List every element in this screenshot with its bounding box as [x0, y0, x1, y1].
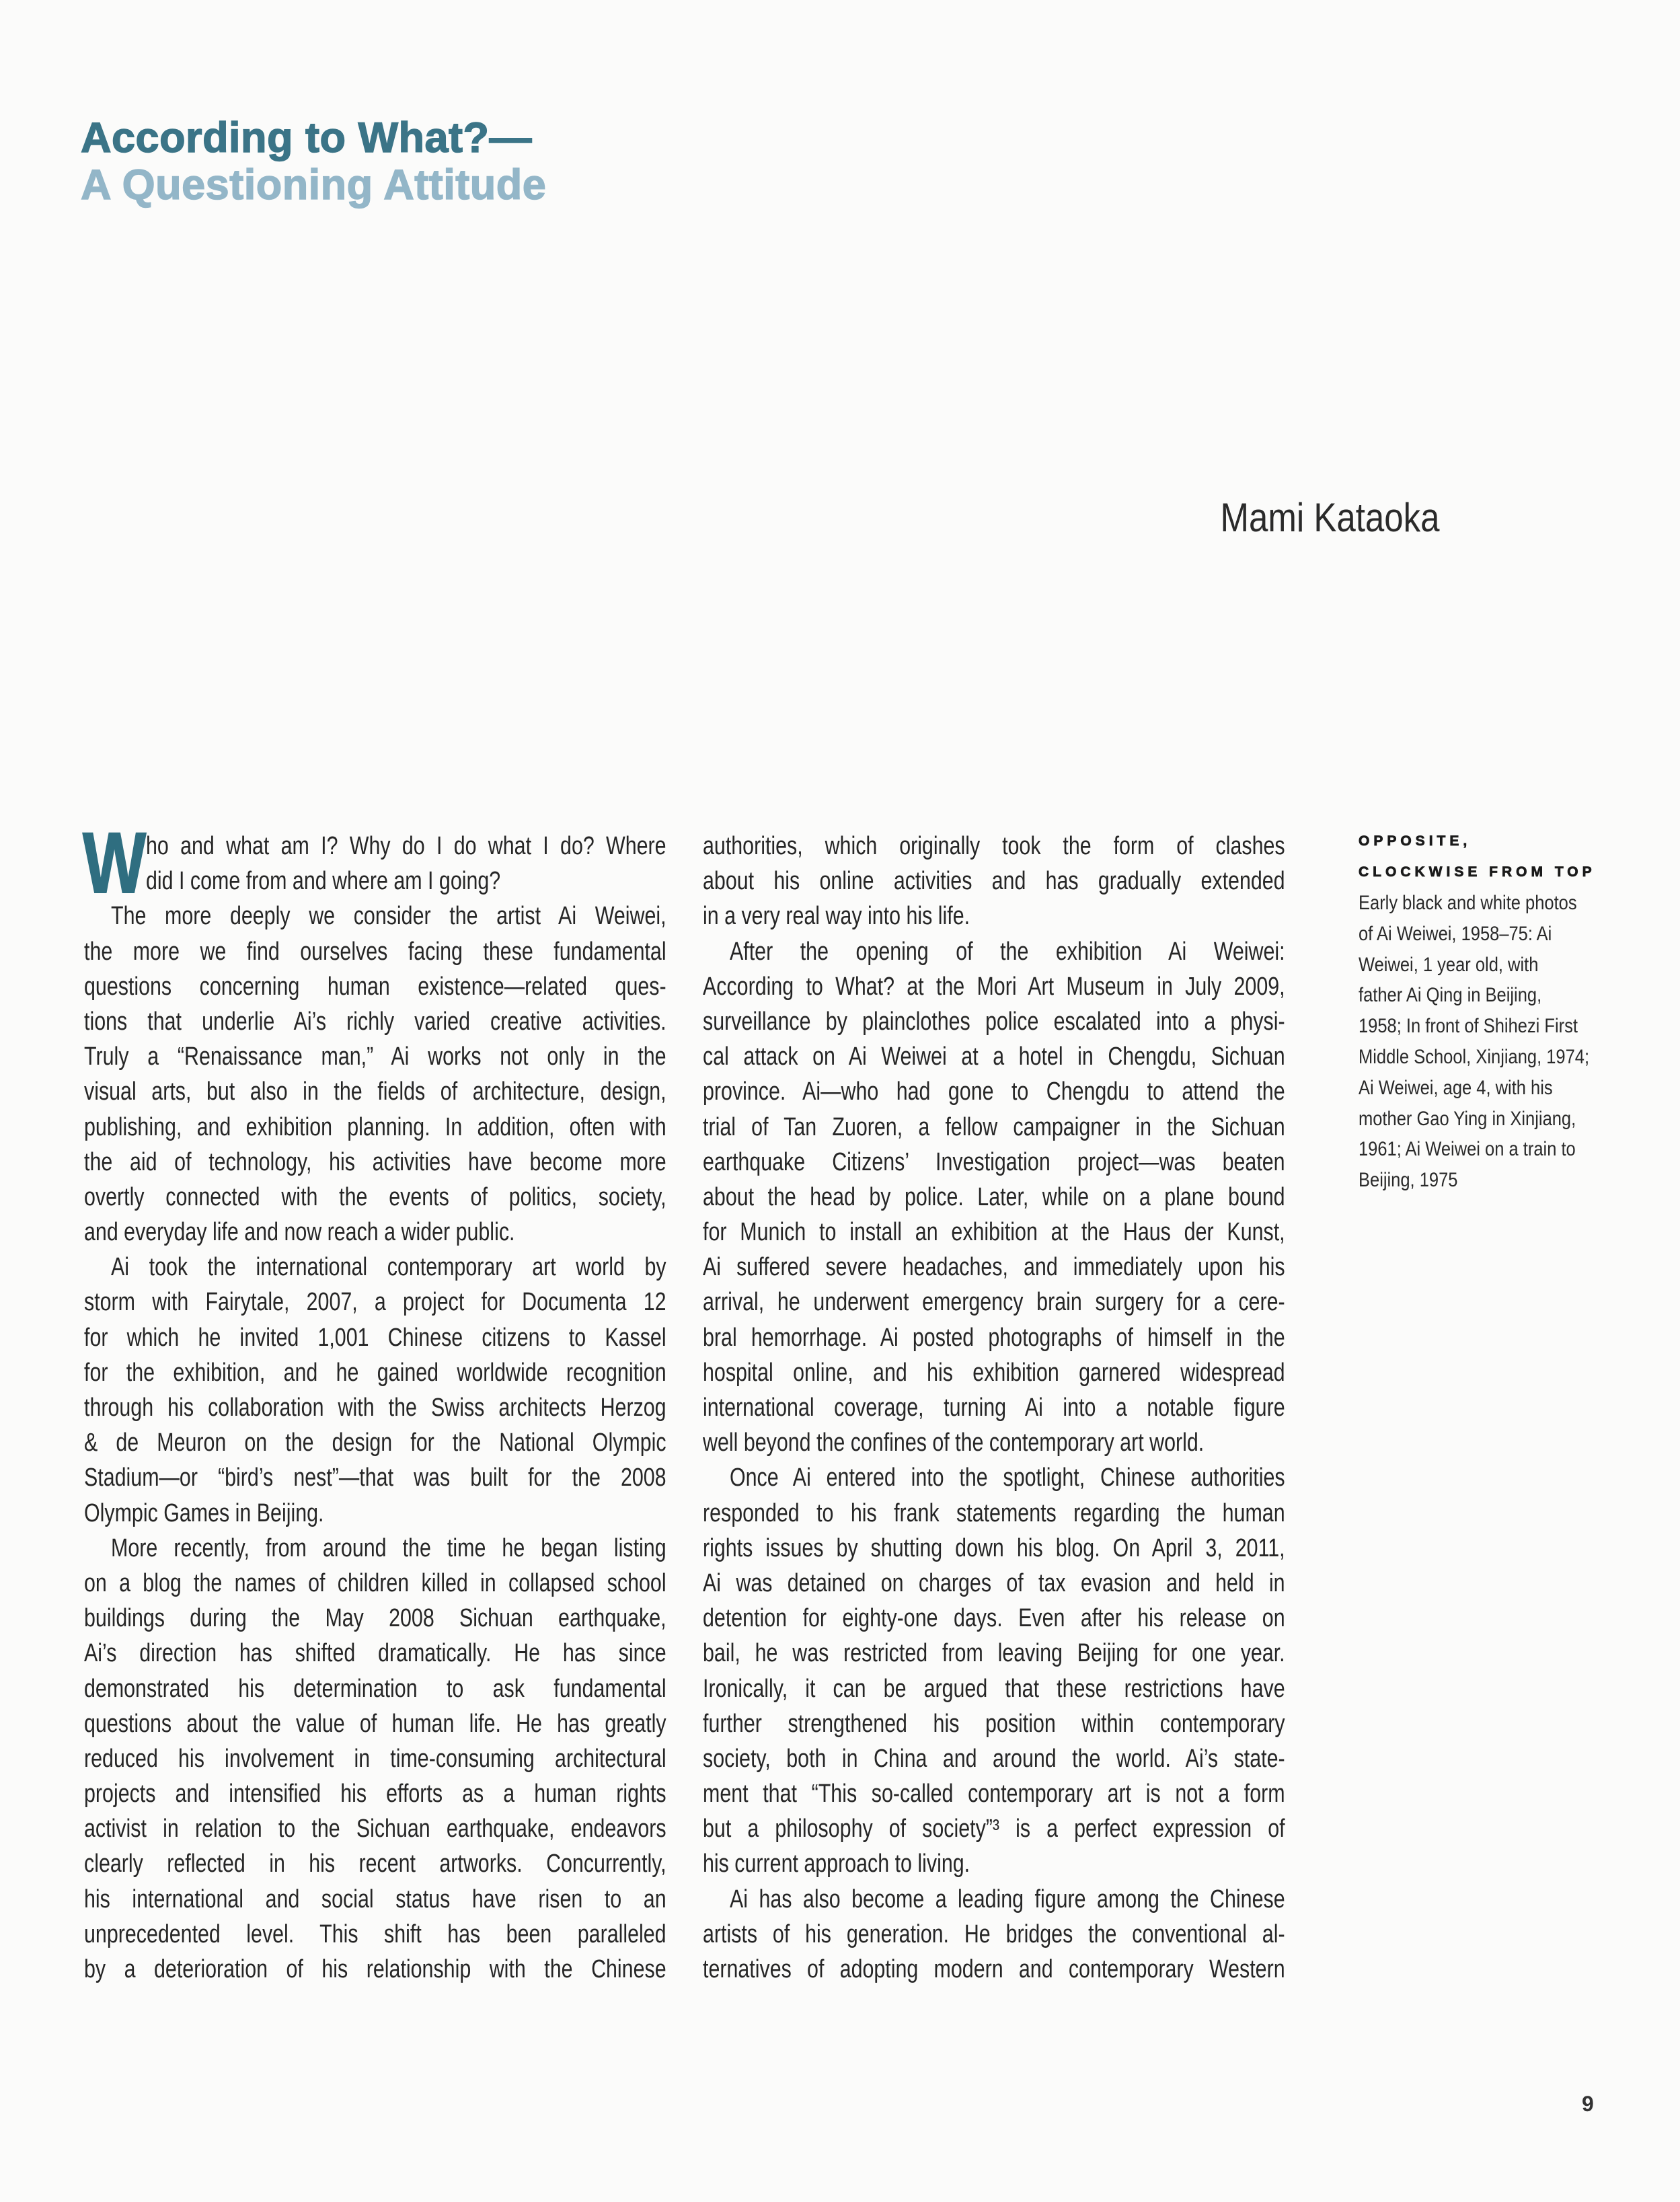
text-line	[703, 1917, 1285, 1952]
text-line	[703, 1355, 1285, 1390]
text-line	[84, 1531, 666, 1566]
caption-label: CLOCKWISE FROM TOP	[1359, 864, 1596, 880]
text-line	[703, 1039, 1285, 1074]
text-line-content: reduced his involvement in time-consuming architectural	[84, 1744, 666, 1773]
caption-line: Early black and white photos	[1359, 892, 1577, 914]
text-line-content: province. Ai—who had gone to Chengdu to attend the	[703, 1077, 1285, 1106]
text-line-content: did I come from and where am I going?	[146, 867, 501, 896]
text-line	[84, 1355, 666, 1390]
text-line-content: through his collaboration with the Swiss architects Herzog	[84, 1394, 666, 1422]
text-line-content: well beyond the confines of the contemporary art world.	[703, 1429, 1205, 1457]
text-line-content: questions about the value of human life. He has greatly	[84, 1709, 666, 1738]
text-line-content: unprecedented level. This shift has been paralleled	[84, 1920, 666, 1948]
text-line-content: rights issues by shutting down his blog. On April 3, 2011,	[703, 1533, 1285, 1562]
text-line	[703, 1390, 1285, 1425]
text-line	[84, 1004, 666, 1039]
text-line-content: society, both in China and around the world. Ai’s state-	[703, 1744, 1285, 1773]
text-line-content: Ironically, it can be argued that these restrictions have	[703, 1674, 1285, 1703]
text-line-content: More recently, from around the time he began listing	[111, 1533, 666, 1562]
caption-line: 1961; Ai Weiwei on a train to	[1359, 1138, 1576, 1161]
text-line	[84, 1110, 666, 1145]
caption-line: Weiwei, 1 year old, with	[1359, 953, 1539, 976]
text-line	[84, 1566, 666, 1601]
text-line	[84, 1846, 666, 1881]
text-line-content: but a philosophy of society”³ is a perfect expression of	[703, 1815, 1285, 1844]
caption-line: 1958; In front of Shihezi First	[1359, 1015, 1578, 1038]
text-line-content: buildings during the May 2008 Sichuan earthquake,	[84, 1604, 666, 1633]
text-line-content: bail, he was restricted from leaving Beijing for one year.	[703, 1639, 1285, 1668]
text-line	[703, 1846, 1285, 1881]
text-line	[84, 1145, 666, 1180]
text-line-content: for which he invited 1,001 Chinese citizens to Kassel	[84, 1323, 666, 1352]
text-line	[703, 1180, 1285, 1215]
text-line	[703, 1811, 1285, 1846]
text-line	[703, 1460, 1285, 1495]
text-line	[84, 1741, 666, 1776]
text-line	[703, 1741, 1285, 1776]
text-line-content: Truly a “Renaissance man,” Ai works not only in the	[84, 1042, 666, 1071]
text-line	[84, 969, 666, 1004]
text-line-content: Stadium—or “bird’s nest”—that was built for the 2008	[84, 1464, 666, 1492]
text-line	[84, 1215, 666, 1250]
text-line	[84, 1636, 666, 1671]
text-line-content: Ai suffered severe headaches, and immediately upon his	[703, 1253, 1285, 1282]
text-line-content: arrival, he underwent emergency brain surgery for a cere-	[703, 1288, 1285, 1317]
text-line-content: earthquake Citizens’ Investigation project—was beaten	[703, 1147, 1285, 1176]
text-line-content: Ai’s direction has shifted dramatically. He has since	[84, 1639, 666, 1668]
caption-line: of Ai Weiwei, 1958–75: Ai	[1359, 922, 1552, 945]
text-line-content: tions that underlie Ai’s richly varied creative activities.	[84, 1007, 666, 1036]
text-line	[703, 1285, 1285, 1320]
text-line	[703, 1215, 1285, 1250]
text-line-content: overtly connected with the events of politics, society,	[84, 1182, 666, 1211]
text-line-content: responded to his frank statements regarding the human	[703, 1498, 1285, 1527]
text-line-content: cal attack on Ai Weiwei at a hotel in Chengdu, Sichuan	[703, 1042, 1285, 1071]
text-line	[84, 1425, 666, 1460]
text-line	[703, 1671, 1285, 1706]
text-line-content: authorities, which originally took the form of clashes	[703, 832, 1285, 860]
text-line-content: surveillance by plainclothes police escalated into a physi-	[703, 1007, 1285, 1036]
text-line	[703, 1566, 1285, 1601]
text-line	[703, 1110, 1285, 1145]
text-line	[703, 899, 1285, 934]
text-line-content: the aid of technology, his activities have become more	[84, 1147, 666, 1176]
body-column-2	[703, 829, 1285, 1987]
text-line	[703, 1776, 1285, 1811]
page-number: 9	[1582, 2092, 1594, 2116]
text-line	[84, 1952, 666, 1987]
text-line-content: ment that “This so-called contemporary art is not a form	[703, 1780, 1285, 1809]
text-line-content: Olympic Games in Beijing.	[84, 1498, 324, 1527]
text-line-content: Ai was detained on charges of tax evasion and held in	[703, 1568, 1285, 1597]
text-line-content: According to What? at the Mori Art Museum in July 2009,	[703, 972, 1285, 1001]
caption-line: father Ai Qing in Beijing,	[1359, 984, 1542, 1007]
caption-label: OPPOSITE,	[1359, 833, 1472, 849]
text-line	[84, 1706, 666, 1741]
text-line	[703, 1250, 1285, 1285]
text-line	[84, 1917, 666, 1952]
text-line	[84, 1285, 666, 1320]
text-line-content: & de Meuron on the design for the National Olympic	[84, 1429, 666, 1457]
text-line	[84, 899, 666, 934]
text-line	[84, 1460, 666, 1495]
text-line-content: activist in relation to the Sichuan earthquake, endeavors	[84, 1815, 666, 1844]
text-line	[703, 969, 1285, 1004]
text-line-content: for Munich to install an exhibition at the Haus der Kunst,	[703, 1218, 1285, 1247]
text-line	[703, 1952, 1285, 1987]
text-line-content: on a blog the names of children killed in collapsed school	[84, 1568, 666, 1597]
text-line	[703, 1636, 1285, 1671]
text-line	[703, 1496, 1285, 1531]
text-line	[703, 864, 1285, 899]
text-line	[703, 1320, 1285, 1355]
text-line	[84, 1601, 666, 1636]
text-line	[84, 934, 666, 969]
photo-caption	[1359, 826, 1641, 1196]
text-line-content: After the opening of the exhibition Ai Weiwei:	[730, 937, 1285, 966]
text-line	[703, 1882, 1285, 1917]
text-line	[703, 1531, 1285, 1566]
text-line-content: the more we find ourselves facing these fundamental	[84, 937, 666, 966]
text-line-content: hospital online, and his exhibition garnered widespread	[703, 1358, 1285, 1387]
text-line-content: detention for eighty-one days. Even after his release on	[703, 1604, 1285, 1633]
text-line-content: storm with Fairytale, 2007, a project for Documenta 12	[84, 1288, 666, 1317]
text-line	[84, 1811, 666, 1846]
text-line	[84, 1390, 666, 1425]
text-line-content: clearly reflected in his recent artworks. Concurrently,	[84, 1850, 666, 1878]
text-line	[84, 1320, 666, 1355]
text-line-content: demonstrated his determination to ask fundamental	[84, 1674, 666, 1703]
text-line-content: in a very real way into his life.	[703, 902, 970, 931]
text-line	[84, 829, 666, 864]
text-line	[84, 1180, 666, 1215]
caption-line: Middle School, Xinjiang, 1974;	[1359, 1045, 1590, 1068]
text-line-content: ternatives of adopting modern and contemporary Western	[703, 1955, 1285, 1983]
text-line-content: ho and what am I? Why do I do what I do? Where	[146, 832, 666, 860]
text-line	[703, 1706, 1285, 1741]
text-line	[84, 1671, 666, 1706]
text-line	[703, 1074, 1285, 1109]
caption-line: Beijing, 1975	[1359, 1169, 1458, 1192]
author-name: Mami Kataoka	[1220, 495, 1439, 540]
text-line	[84, 1776, 666, 1811]
text-line-content: bral hemorrhage. Ai posted photographs of himself in the	[703, 1323, 1285, 1352]
text-line-content: Ai took the international contemporary art world by	[111, 1253, 666, 1282]
text-line	[84, 1074, 666, 1109]
article-title-line-2: A Questioning Attitude	[81, 161, 547, 208]
text-line	[84, 1882, 666, 1917]
text-line-content: projects and intensified his efforts as a human rights	[84, 1780, 666, 1809]
text-line-content: Ai has also become a leading figure among the Chinese	[730, 1885, 1285, 1913]
text-line-content: trial of Tan Zuoren, a fellow campaigner in the Sichuan	[703, 1112, 1285, 1141]
text-line	[84, 1250, 666, 1285]
text-line-content: his international and social status have risen to an	[84, 1885, 666, 1913]
body-column-1	[84, 829, 666, 1987]
text-line-content: his current approach to living.	[703, 1850, 970, 1878]
text-line-content: Once Ai entered into the spotlight, Chinese authorities	[730, 1464, 1285, 1492]
text-line-content: about the head by police. Later, while on a plane bound	[703, 1182, 1285, 1211]
caption-line: Ai Weiwei, age 4, with his	[1359, 1076, 1553, 1099]
text-line	[703, 1145, 1285, 1180]
text-line	[84, 1496, 666, 1531]
text-line-content: by a deterioration of his relationship with the Chinese	[84, 1955, 666, 1983]
text-line-content: visual arts, but also in the fields of architecture, design,	[84, 1077, 666, 1106]
caption-line: mother Gao Ying in Xinjiang,	[1359, 1107, 1576, 1130]
text-line-content: publishing, and exhibition planning. In addition, often with	[84, 1112, 666, 1141]
text-line-content: international coverage, turning Ai into a notable figure	[703, 1394, 1285, 1422]
text-line-content: The more deeply we consider the artist Ai Weiwei,	[111, 902, 666, 931]
article-title-line-1: According to What?—	[81, 114, 532, 161]
text-line	[84, 1039, 666, 1074]
text-line-content: for the exhibition, and he gained worldwide recognition	[84, 1358, 666, 1387]
text-line-content: further strengthened his position within contemporary	[703, 1709, 1285, 1738]
text-line	[703, 1004, 1285, 1039]
text-line	[703, 934, 1285, 969]
text-line	[703, 1601, 1285, 1636]
drop-cap: W	[83, 815, 147, 911]
text-line	[84, 864, 666, 899]
text-line-content: artists of his generation. He bridges the conventional al-	[703, 1920, 1285, 1948]
text-line	[703, 1425, 1285, 1460]
text-line-content: and everyday life and now reach a wider public.	[84, 1218, 515, 1247]
text-line-content: about his online activities and has gradually extended	[703, 867, 1285, 896]
text-line	[703, 829, 1285, 864]
text-line-content: questions concerning human existence—related ques-	[84, 972, 666, 1001]
